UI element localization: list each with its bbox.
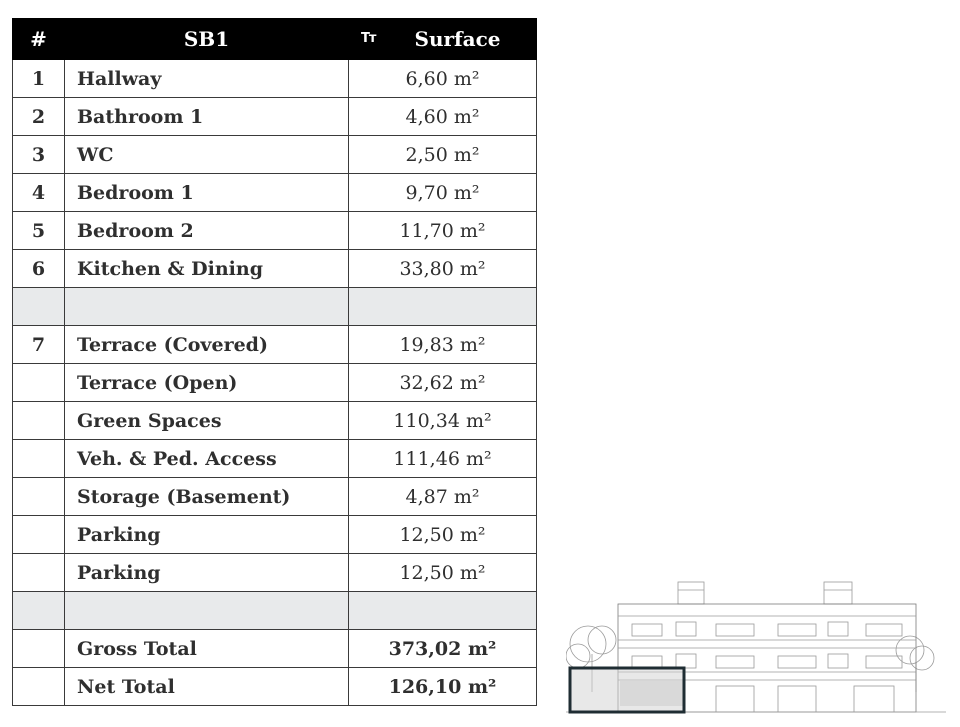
row-number-cell [13, 554, 65, 592]
row-number-cell [13, 440, 65, 478]
spacer-cell [65, 592, 349, 630]
area-table-panel [12, 18, 536, 706]
spacer-cell [13, 288, 65, 326]
surface-cell: 33,80 m² [349, 250, 537, 288]
room-name-cell: Bedroom 2 [65, 212, 349, 250]
total-row [13, 630, 537, 668]
row-number-cell [13, 402, 65, 440]
row-number-cell [13, 668, 65, 706]
room-name-cell: Parking [65, 516, 349, 554]
surface-cell: 373,02 m² [349, 630, 537, 668]
table-header-row [13, 19, 537, 60]
surface-cell: 11,70 m² [349, 212, 537, 250]
surface-cell: 9,70 m² [349, 174, 537, 212]
table-row [13, 174, 537, 212]
table-row [13, 440, 537, 478]
room-name-cell: Terrace (Covered) [65, 326, 349, 364]
room-name-cell: Veh. & Ped. Access [65, 440, 349, 478]
building-elevation-drawing [566, 574, 946, 718]
spacer-row [13, 288, 537, 326]
room-name-cell: WC [65, 136, 349, 174]
spacer-row [13, 592, 537, 630]
row-number-cell [13, 516, 65, 554]
area-table [12, 18, 537, 706]
header-surface-label: Surface [414, 27, 501, 51]
row-number-cell: 6 [13, 250, 65, 288]
table-row [13, 554, 537, 592]
surface-cell: 6,60 m² [349, 60, 537, 98]
row-number-cell: 5 [13, 212, 65, 250]
room-name-cell: Terrace (Open) [65, 364, 349, 402]
surface-cell: 4,60 m² [349, 98, 537, 136]
room-name-cell: Hallway [65, 60, 349, 98]
row-number-cell [13, 630, 65, 668]
surface-cell: 126,10 m² [349, 668, 537, 706]
text-size-icon[interactable]: Tт [361, 31, 376, 46]
surface-cell: 19,83 m² [349, 326, 537, 364]
room-name-cell: Gross Total [65, 630, 349, 668]
row-number-cell: 2 [13, 98, 65, 136]
table-row [13, 212, 537, 250]
row-number-cell: 3 [13, 136, 65, 174]
surface-cell: 12,50 m² [349, 554, 537, 592]
header-unit-name: SB1 [65, 19, 349, 60]
surface-cell: 111,46 m² [349, 440, 537, 478]
row-number-cell [13, 478, 65, 516]
surface-cell: 2,50 m² [349, 136, 537, 174]
room-name-cell: Bedroom 1 [65, 174, 349, 212]
room-name-cell: Storage (Basement) [65, 478, 349, 516]
row-number-cell: 7 [13, 326, 65, 364]
table-row [13, 98, 537, 136]
room-name-cell: Net Total [65, 668, 349, 706]
table-row [13, 250, 537, 288]
spacer-cell [13, 592, 65, 630]
table-row [13, 326, 537, 364]
header-surface [349, 19, 537, 60]
room-name-cell: Kitchen & Dining [65, 250, 349, 288]
row-number-cell: 1 [13, 60, 65, 98]
table-row [13, 136, 537, 174]
row-number-cell: 4 [13, 174, 65, 212]
surface-cell: 12,50 m² [349, 516, 537, 554]
row-number-cell [13, 364, 65, 402]
room-name-cell: Bathroom 1 [65, 98, 349, 136]
spacer-cell [349, 592, 537, 630]
spacer-cell [65, 288, 349, 326]
table-row [13, 402, 537, 440]
room-name-cell: Parking [65, 554, 349, 592]
surface-cell: 4,87 m² [349, 478, 537, 516]
table-row [13, 516, 537, 554]
room-name-cell: Green Spaces [65, 402, 349, 440]
selected-unit-highlight [570, 668, 684, 712]
table-row [13, 478, 537, 516]
header-number: # [13, 19, 65, 60]
table-row [13, 60, 537, 98]
table-row [13, 364, 537, 402]
surface-cell: 32,62 m² [349, 364, 537, 402]
spacer-cell [349, 288, 537, 326]
surface-cell: 110,34 m² [349, 402, 537, 440]
total-row [13, 668, 537, 706]
